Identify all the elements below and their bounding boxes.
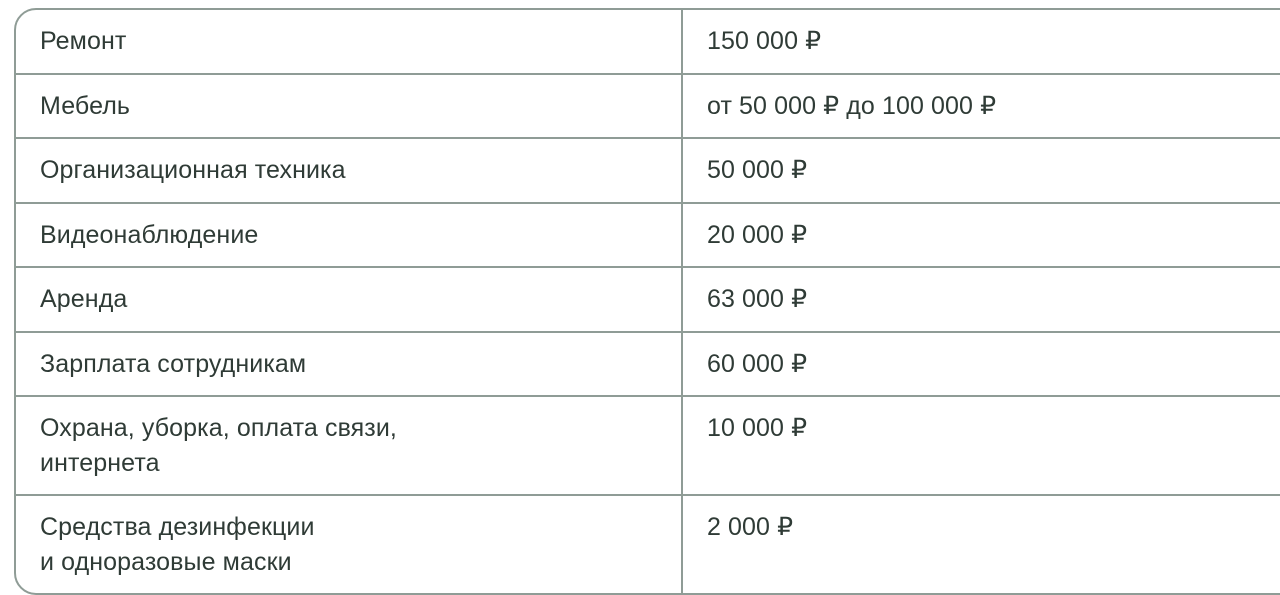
table-row bbox=[16, 10, 1280, 74]
row-label-cell bbox=[16, 74, 682, 139]
row-label: Организационная техника bbox=[40, 156, 346, 184]
row-label: Мебель bbox=[40, 91, 131, 120]
row-value: 60 000 ₽ bbox=[707, 349, 808, 378]
row-label: Аренда bbox=[40, 285, 128, 313]
row-value: 10 000 ₽ bbox=[707, 414, 808, 442]
row-value-cell bbox=[682, 138, 1280, 203]
table-body bbox=[16, 10, 1280, 593]
row-label-second-line: и одноразовые маски bbox=[40, 547, 292, 576]
row-value: от 50 000 ₽ до 100 000 ₽ bbox=[707, 91, 997, 120]
table-row bbox=[16, 396, 1280, 495]
table-row bbox=[16, 74, 1280, 139]
row-label-cell bbox=[16, 267, 682, 332]
row-value-cell bbox=[682, 10, 1280, 74]
row-label-cell bbox=[16, 138, 682, 203]
row-label: Зарплата сотрудникам bbox=[40, 349, 307, 378]
row-label: Видеонаблюдение bbox=[40, 220, 259, 249]
row-label-cell bbox=[16, 332, 682, 397]
row-label-cell bbox=[16, 396, 682, 495]
row-value-cell bbox=[682, 74, 1280, 139]
row-label-cell bbox=[16, 203, 682, 268]
row-label-cell bbox=[16, 495, 682, 593]
row-value-cell bbox=[682, 267, 1280, 332]
row-label-cell bbox=[16, 10, 682, 74]
row-value-cell bbox=[682, 396, 1280, 495]
table-row bbox=[16, 267, 1280, 332]
table-row bbox=[16, 138, 1280, 203]
row-value: 50 000 ₽ bbox=[707, 156, 808, 184]
row-value-cell bbox=[682, 203, 1280, 268]
row-label: Средства дезинфекции bbox=[40, 513, 315, 541]
cost-breakdown-table bbox=[14, 8, 1280, 595]
row-label-second-line: интернета bbox=[40, 448, 160, 477]
row-value-cell bbox=[682, 332, 1280, 397]
table-row bbox=[16, 203, 1280, 268]
table-row bbox=[16, 495, 1280, 593]
row-value: 20 000 ₽ bbox=[707, 220, 808, 249]
table-row bbox=[16, 332, 1280, 397]
row-value: 150 000 ₽ bbox=[707, 27, 822, 55]
table bbox=[16, 10, 1280, 593]
row-label: Охрана, уборка, оплата связи, bbox=[40, 414, 397, 442]
row-value: 2 000 ₽ bbox=[707, 513, 794, 541]
row-value: 63 000 ₽ bbox=[707, 285, 808, 313]
row-value-cell bbox=[682, 495, 1280, 593]
row-label: Ремонт bbox=[40, 27, 127, 55]
